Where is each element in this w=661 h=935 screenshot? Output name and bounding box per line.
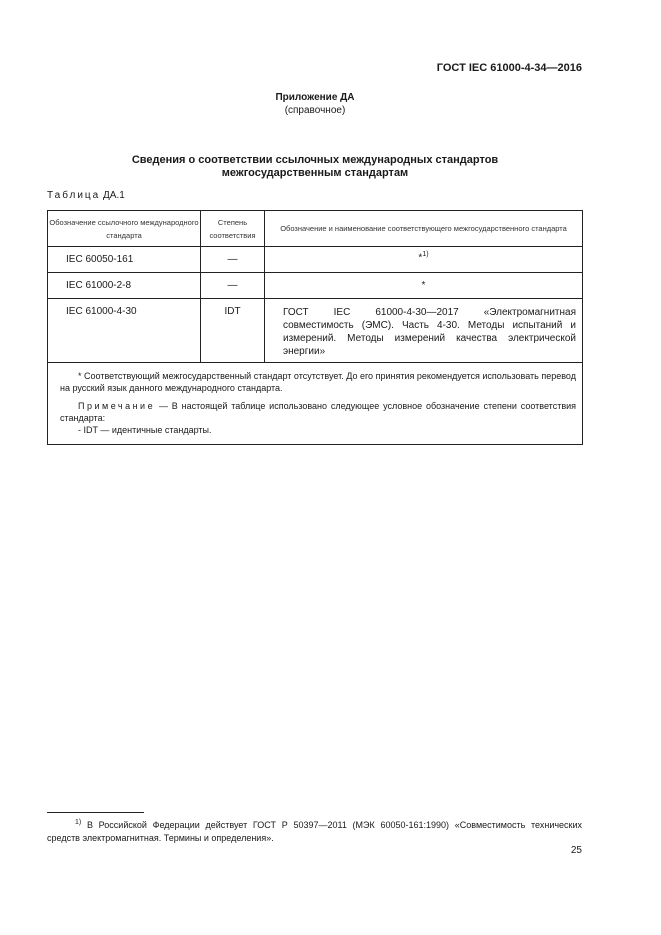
row-degree: —: [201, 247, 265, 273]
appendix-title: Приложение ДА: [275, 92, 355, 103]
idt-definition: - IDT — идентичные стандарты.: [78, 425, 212, 435]
table-label-number: ДА.1: [103, 190, 125, 201]
footnote-text: В Российской Федерации действует ГОСТ Р 50397—2011 (МЭК 60050-161:1990) «Совместимость технических средств электромагнитная. Термины и определения».: [47, 820, 582, 843]
page-number: 25: [570, 845, 582, 856]
table-label: [47, 190, 125, 201]
table-row: [48, 247, 583, 273]
header-reference-standard: Обозначение ссылочного международного стандарта: [48, 211, 201, 247]
row-national-text: *: [418, 252, 423, 264]
star-note: * Соответствующий межгосударственный стандарт отсутствует. До его принятия рекомендуется использовать перевод на русский язык данного международного стандарта.: [60, 371, 576, 393]
row-degree: —: [201, 273, 265, 299]
document-code: ГОСТ IEC 61000-4-34—2016: [436, 62, 582, 74]
table-row: [48, 273, 583, 299]
footnote: [47, 816, 582, 845]
table-header-row: [48, 211, 583, 247]
footnote-divider: [47, 812, 144, 813]
table-notes-row: [48, 363, 583, 445]
row-reference: IEC 61000-4-30: [48, 299, 201, 363]
table-notes: [48, 363, 583, 445]
row-reference: IEC 60050-161: [48, 247, 201, 273]
footnote-reference: 1): [422, 251, 429, 258]
table-label-prefix: Таблица: [47, 190, 101, 201]
row-national: ГОСТ IEC 61000-4-30—2017 «Электромагнитная совместимость (ЭМС). Часть 4-30. Методы испытаний и измерений. Методы измерений качества электрической энергии»: [265, 299, 583, 363]
section-heading-line-2: межгосударственным стандартам: [221, 167, 409, 179]
note-paragraph: [60, 400, 576, 424]
table-row: [48, 299, 583, 363]
header-national-standard: Обозначение и наименование соответствующего межгосударственного стандарта: [265, 211, 583, 247]
row-degree: IDT: [201, 299, 265, 363]
row-reference: IEC 61000-2-8: [48, 273, 201, 299]
section-heading-line-1: Сведения о соответствии ссылочных международных стандартов: [131, 154, 499, 166]
row-national: [265, 247, 583, 273]
header-degree: Степень соответствия: [201, 211, 265, 247]
footnote-marker: 1): [75, 819, 82, 826]
note-text: — В настоящей таблице использовано следующее условное обозначение степени соответствия стандарта:: [60, 401, 576, 423]
correspondence-table: [47, 210, 583, 445]
note-prefix: Примечание: [78, 401, 156, 411]
appendix-subtitle: (справочное): [284, 105, 346, 116]
row-national: *: [265, 273, 583, 299]
